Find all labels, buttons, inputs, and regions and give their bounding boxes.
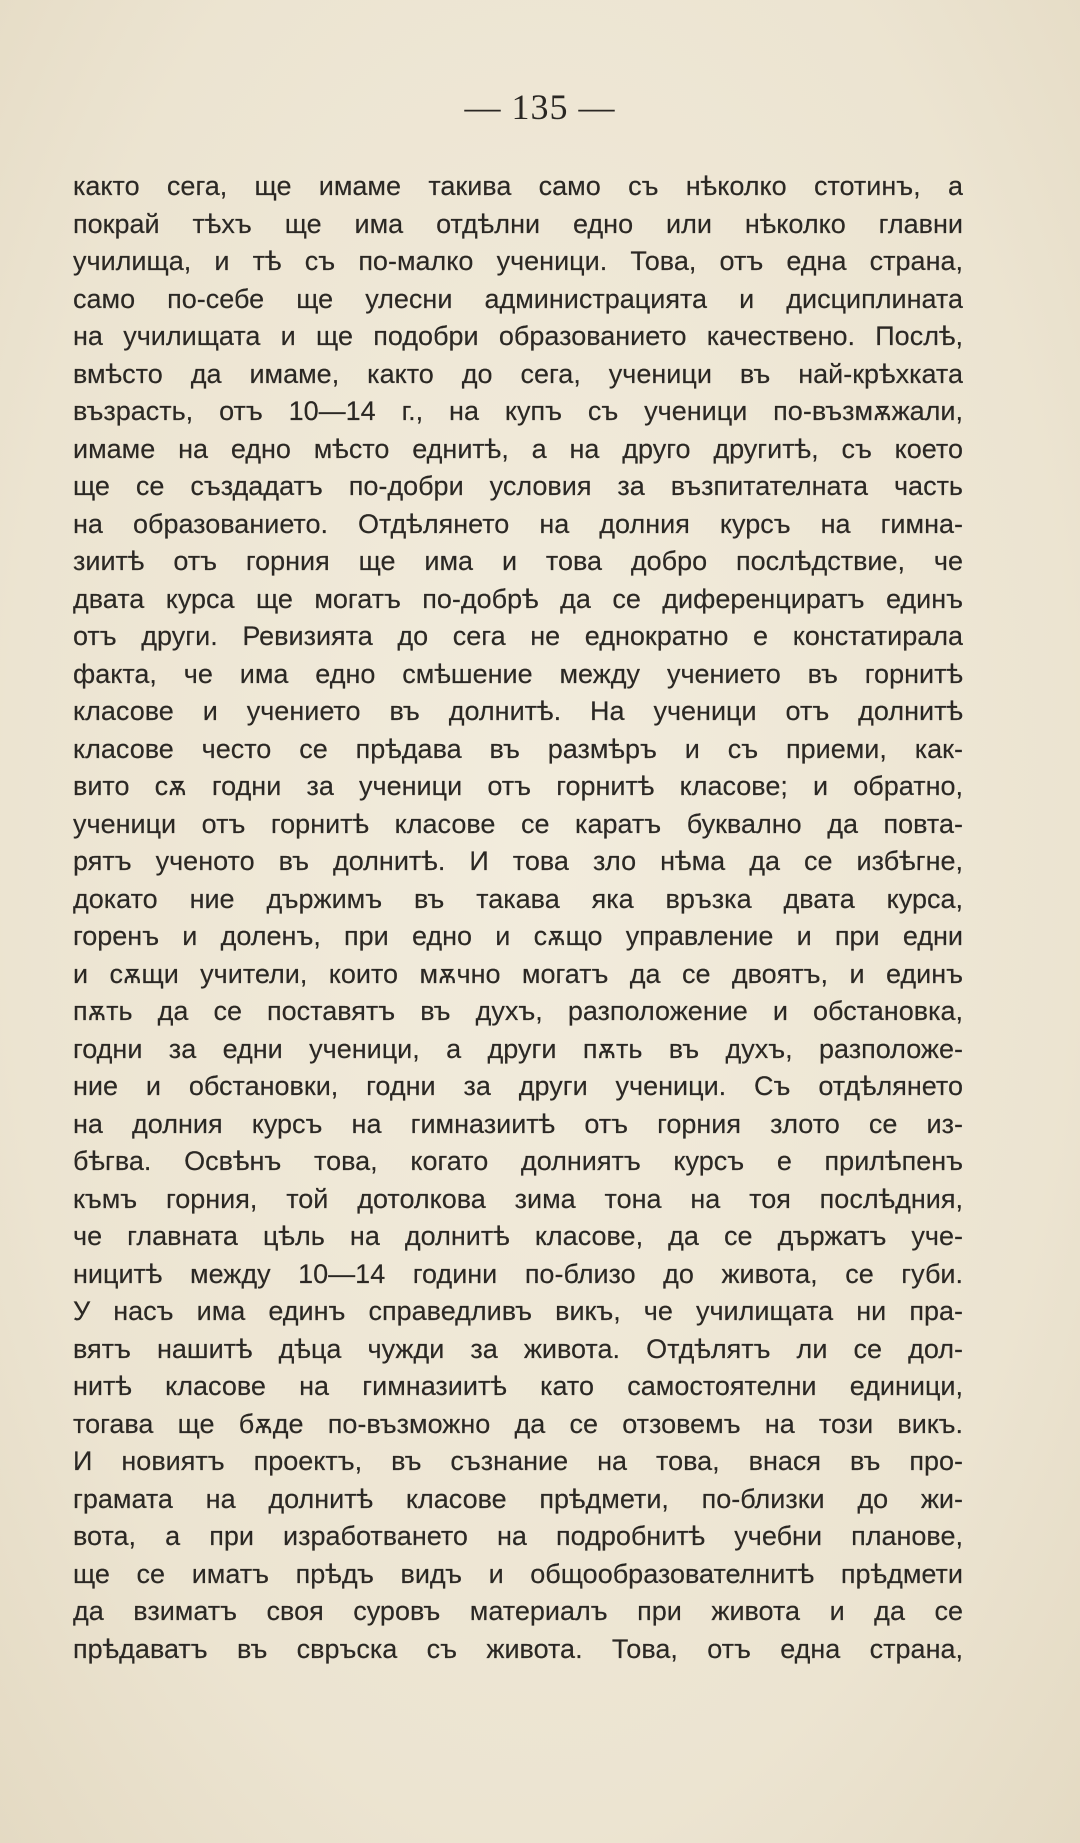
text-line: вито сѫ годни за ученици отъ горнитѣ класове; и обратно,: [73, 771, 963, 801]
text-line: класове често се прѣдава въ размѣръ и съ приеми, как-: [73, 733, 963, 764]
text-line: ние и обстановки, годни за други ученици. Съ отдѣлянето: [73, 1071, 963, 1101]
text-line: тогава ще бѫде по-възможно да се отзовемъ на този викъ.: [73, 1408, 963, 1439]
page-number: — 135 —: [464, 87, 616, 127]
text-line: И новиятъ проектъ, въ съзнание на това, внася въ про-: [73, 1446, 963, 1476]
body-text: [73, 168, 963, 1668]
text-line: факта, че има едно смѣшение между учението въ горнитѣ: [73, 658, 963, 689]
text-line: училища, и тѣ съ по-малко ученици. Това, отъ една страна,: [73, 246, 963, 276]
text-line: вмѣсто да имаме, както до сега, ученици въ най-крѣхката: [73, 358, 963, 389]
text-line: отъ други. Ревизията до сега не еднократно е констатирала: [73, 621, 963, 651]
text-line: докато ние държимъ въ такава яка връзка двата курса,: [73, 883, 963, 914]
text-line: на училищата и ще подобри образованието качествено. Послѣ,: [73, 321, 963, 351]
text-line: вятъ нашитѣ дѣца чужди за живота. Отдѣлятъ ли се дол-: [73, 1333, 963, 1364]
text-line: на образованието. Отдѣлянето на долния курсъ на гимна-: [73, 508, 963, 539]
text-line: бѣгва. Освѣнъ това, когато долниятъ курсъ е прилѣпенъ: [73, 1146, 963, 1176]
text-line: двата курса ще могатъ по-добрѣ да се диференциратъ единъ: [73, 583, 963, 614]
text-line: класове и учението въ долнитѣ. На ученици отъ долнитѣ: [73, 696, 963, 726]
text-line: да взиматъ своя суровъ материалъ при живота и да се: [73, 1596, 963, 1626]
text-line: грамата на долнитѣ класове прѣдмети, по-близки до жи-: [73, 1483, 963, 1514]
text-line: ницитѣ между 10—14 години по-близо до живота, се губи.: [73, 1258, 963, 1289]
text-line: и сѫщи учители, които мѫчно могатъ да се двоятъ, и единъ: [73, 958, 963, 989]
text-line: ще се създадатъ по-добри условия за възпитателната часть: [73, 471, 963, 501]
text-line: ще се иматъ прѣдъ видъ и общообразователнитѣ прѣдмети: [73, 1558, 963, 1589]
text-line: ученици отъ горнитѣ класове се каратъ буквално да повта-: [73, 808, 963, 839]
text-line: вота, а при изработването на подробнитѣ учебни планове,: [73, 1521, 963, 1551]
text-line: прѣдаватъ въ свръска съ живота. Това, отъ една страна,: [73, 1633, 963, 1664]
text-line: нитѣ класове на гимназиитѣ като самостоятелни единици,: [73, 1371, 963, 1401]
text-line: на долния курсъ на гимназиитѣ отъ горния злото се из-: [73, 1108, 963, 1139]
text-line: възрасть, отъ 10—14 г., на купъ съ ученици по-възмѫжали,: [73, 396, 963, 426]
text-line: както сега, ще имаме такива само съ нѣколко стотинъ, а: [73, 171, 963, 201]
text-line: рятъ ученото въ долнитѣ. И това зло нѣма да се избѣгне,: [73, 846, 963, 876]
text-line: горенъ и доленъ, при едно и сѫщо управление и при едни: [73, 921, 963, 951]
text-line: че главната цѣль на долнитѣ класове, да се държатъ уче-: [73, 1221, 963, 1251]
text-line: пѫть да се поставятъ въ духъ, разположение и обстановка,: [73, 996, 963, 1026]
text-line: зиитѣ отъ горния ще има и това добро послѣдствие, че: [73, 546, 963, 576]
text-line: къмъ горния, той дотолкова зима тона на тоя послѣдния,: [73, 1183, 963, 1214]
text-line: годни за едни ученици, а други пѫть въ духъ, разположе-: [73, 1033, 963, 1064]
text-line: покрай тѣхъ ще има отдѣлни едно или нѣколко главни: [73, 208, 963, 239]
text-line: У насъ има единъ справедливъ викъ, че училищата ни пра-: [73, 1296, 963, 1326]
text-line: само по-себе ще улесни администрацията и дисциплината: [73, 283, 963, 314]
text-line: имаме на едно мѣсто еднитѣ, а на друго другитѣ, съ което: [73, 433, 963, 464]
